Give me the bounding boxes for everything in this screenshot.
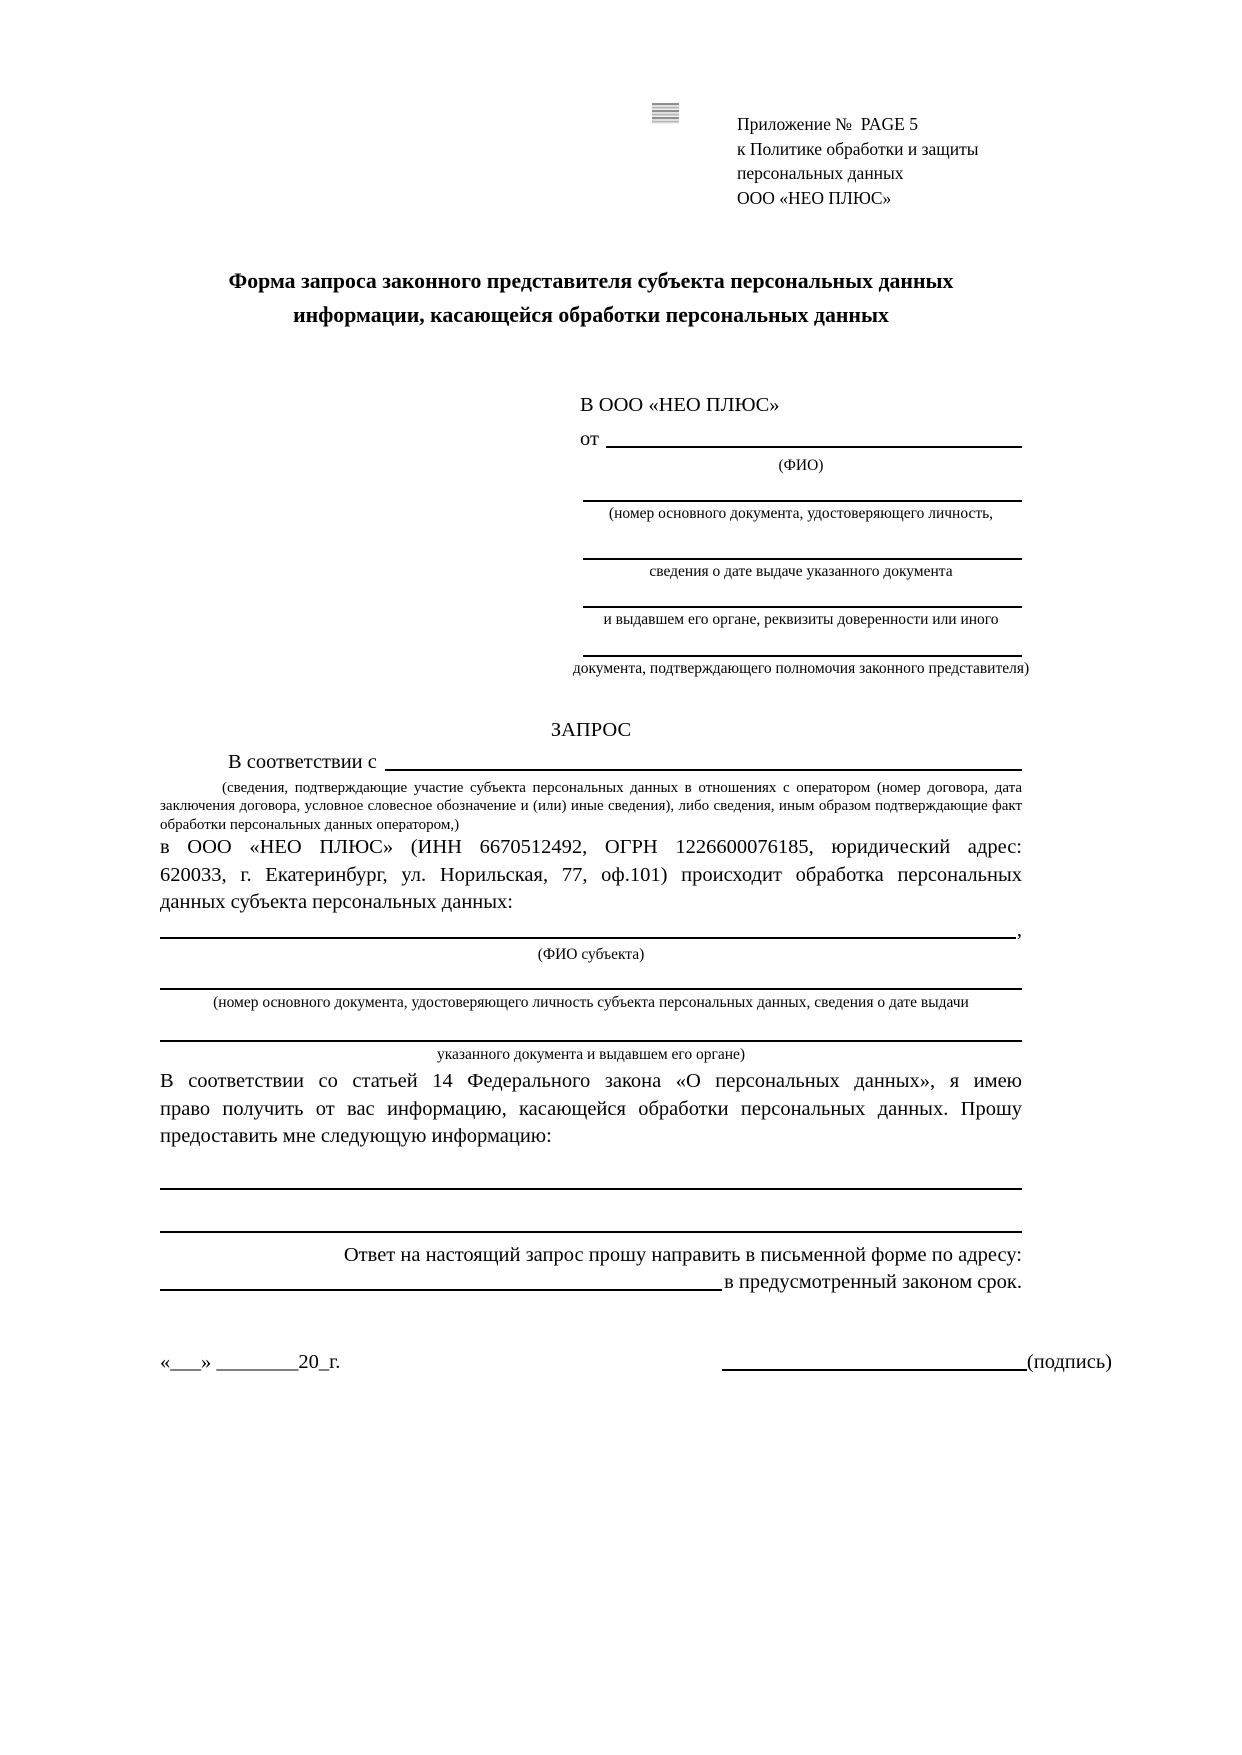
subject-doc-caption-line2: указанного документа и выдавшем его органе) (436, 1046, 746, 1063)
basis-label: В соответствии с (228, 751, 377, 773)
operator-paragraph-line: данных субъекта персональных данных: (160, 891, 513, 914)
annex-line: Приложение № PAGE 5 (737, 114, 918, 134)
subject-line-comma: , (1016, 919, 1022, 941)
signature-caption: (подпись) (1026, 1351, 1112, 1373)
operator-paragraph-line: в ООО «НЕО ПЛЮС» (ИНН 6670512492, ОГРН 1226600076185, юридический адрес: (160, 836, 1022, 858)
addressee-organization: В ООО «НЕО ПЛЮС» (580, 394, 780, 416)
from-field (580, 428, 1022, 451)
subject-doc-caption-line1: (номер основного документа, удостоверяющего личность субъекта персональных данных, сведения о дате выдачи (213, 994, 969, 1011)
doc-authority-caption: и выдавшем его органе, реквизиты доверенности или иного (603, 611, 999, 628)
fio-caption: (ФИО) (778, 457, 824, 474)
fill-line (583, 655, 1022, 657)
fill-line (160, 988, 1022, 990)
law-paragraph-line: В соответствии со статьей 14 Федерального закона «О персональных данных», я имею (160, 1070, 1022, 1092)
doc-issue-date-caption: сведения о дате выдаче указанного документа (649, 563, 953, 580)
law-paragraph (160, 1068, 1022, 1151)
signature-field (722, 1351, 1112, 1374)
law-paragraph-line: предоставить мне следующую информацию: (160, 1125, 552, 1148)
basis-note-line: заключения договора, условное словесное обозначение и (или) иные сведения), либо сведения, иным образом подтверждающие факт (160, 798, 1022, 815)
reply-address-fill-line (160, 1289, 722, 1291)
subject-fio-fill-line (160, 937, 1016, 939)
basis-note (160, 779, 1022, 834)
annex-line: персональных данных (737, 163, 904, 184)
fill-line (583, 558, 1022, 560)
info-fill-line (160, 1188, 1022, 1190)
subject-fio-caption: (ФИО субъекта) (537, 946, 645, 963)
reply-instruction: Ответ на настоящий запрос прошу направить в письменной форме по адресу: (343, 1244, 1022, 1266)
subject-fio-field (160, 919, 1022, 942)
from-fill-line (606, 446, 1022, 448)
document-title (160, 265, 1022, 332)
annex-line: ООО «НЕО ПЛЮС» (737, 187, 892, 208)
fill-line (583, 500, 1022, 502)
doc-powers-caption: документа, подтверждающего полномочия законного представителя) (572, 660, 1030, 677)
doc-number-caption: (номер основного документа, удостоверяющего личность, (608, 505, 994, 522)
basis-fill-line (385, 769, 1022, 771)
law-paragraph-line: право получить от вас информацию, касающейся обработки персональных данных. Прошу (160, 1097, 1022, 1120)
date-signature-row (160, 1351, 1112, 1374)
signature-fill-line (722, 1369, 1027, 1371)
fill-line (160, 1040, 1022, 1042)
text-lines-icon (652, 103, 679, 124)
operator-paragraph-line: 620033, г. Екатеринбург, ул. Норильская, 77, оф.101) происходит обработка персональных (160, 863, 1022, 886)
basis-note-line: (сведения, подтверждающие участие субъекта персональных данных в отношениях с оператором (номер договора, дата (222, 780, 1022, 796)
request-heading: ЗАПРОС (550, 719, 632, 741)
document-title-line1: Форма запроса законного представителя субъекта персональных данных (228, 269, 954, 293)
annex-header (737, 112, 1047, 210)
basis-field (160, 751, 1022, 774)
date-line: «___» ________20_г. (160, 1351, 341, 1373)
basis-note-line: обработки персональных данных оператором,) (160, 816, 460, 833)
info-fill-line (160, 1231, 1022, 1233)
fill-line (583, 606, 1022, 608)
document-title-line2: информации, касающейся обработки персональных данных (293, 302, 889, 327)
operator-paragraph (160, 834, 1022, 917)
reply-address-field (160, 1271, 1022, 1294)
reply-suffix: в предусмотренный законом срок. (724, 1271, 1022, 1293)
from-label: от (580, 428, 599, 450)
annex-line: к Политике обработки и защиты (737, 138, 979, 159)
